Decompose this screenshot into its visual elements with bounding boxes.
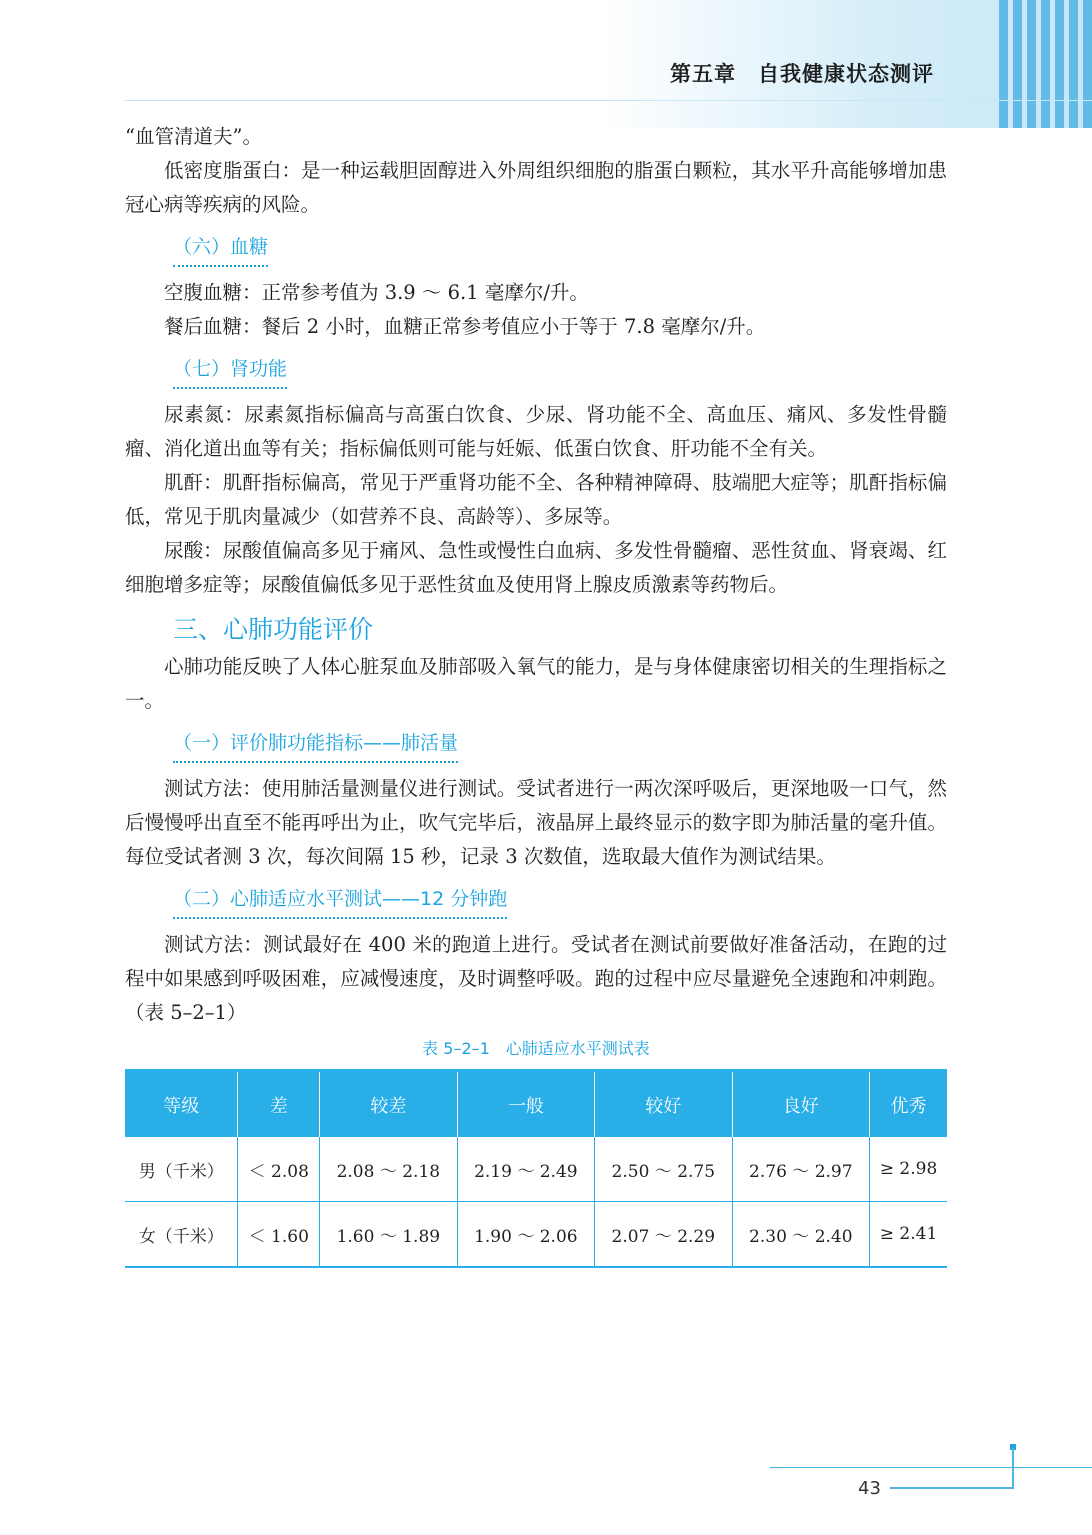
- section-title: 三、心肺功能评价: [173, 615, 374, 644]
- header-stripes: [994, 0, 1092, 128]
- subheading-blood-sugar: （六）血糖: [173, 232, 268, 267]
- paragraph: 肌酐：肌酐指标偏高，常见于严重肾功能不全、各种精神障碍、肢端肥大症等；肌酐指标偏低，常见于肌肉量减少（如营养不良、高龄等）、多尿等。: [125, 471, 947, 528]
- table-cell: 2.08 ～ 2.18: [320, 1137, 457, 1202]
- paragraph: 空腹血糖：正常参考值为 3.9 ～ 6.1 毫摩尔/升。: [164, 281, 589, 304]
- table-cell: ＜ 1.60: [238, 1202, 320, 1268]
- page-content: [125, 120, 947, 1268]
- table-header-cell: 较好: [595, 1071, 732, 1138]
- chapter-title: 第五章 自我健康状态测评: [670, 62, 934, 86]
- table-cell: 2.07 ～ 2.29: [595, 1202, 732, 1268]
- table-header-cell: 等级: [125, 1071, 238, 1138]
- table-cell: 2.50 ～ 2.75: [595, 1137, 732, 1202]
- header-rule: [125, 100, 1092, 101]
- paragraph: 低密度脂蛋白：是一种运载胆固醇进入外周组织细胞的脂蛋白颗粒，其水平升高能够增加患冠心病等疾病的风险。: [125, 159, 947, 216]
- fitness-table: [125, 1069, 947, 1268]
- paragraph: 心肺功能反映了人体心脏泵血及肺部吸入氧气的能力，是与身体健康密切相关的生理指标之一。: [125, 655, 947, 712]
- subheading-12-minute-run: （二）心肺适应水平测试——12 分钟跑: [173, 884, 507, 919]
- table-cell: 2.30 ～ 2.40: [732, 1202, 869, 1268]
- table-header-row: [125, 1071, 947, 1138]
- paragraph: 测试方法：测试最好在 400 米的跑道上进行。受试者在测试前要做好准备活动，在跑的过程中如果感到呼吸困难，应减慢速度，及时调整呼吸。跑的过程中应尽量避免全速跑和冲刺跑。（表 5–2–1）: [125, 933, 947, 1024]
- subheading-lung-capacity: （一）评价肺功能指标——肺活量: [173, 728, 458, 763]
- table-row: [125, 1202, 947, 1268]
- table-cell: 男（千米）: [125, 1137, 238, 1202]
- paragraph: 餐后血糖：餐后 2 小时，血糖正常参考值应小于等于 7.8 毫摩尔/升。: [164, 315, 766, 338]
- footer-ornament-line: [1012, 1448, 1014, 1488]
- footer-rule: [770, 1467, 1092, 1468]
- paragraph: “血管清道夫”。: [125, 125, 262, 148]
- paragraph: 测试方法：使用肺活量测量仪进行测试。受试者进行一两次深呼吸后，更深地吸一口气，然后慢慢呼出直至不能再呼出为止，吹气完毕后，液晶屏上最终显示的数字即为肺活量的毫升值。每位受试者测 3 次，每次间隔 15 秒，记录 3 次数值，选取最大值作为测试结果。: [125, 777, 947, 868]
- table-cell: ≥ 2.98: [870, 1137, 947, 1202]
- table-header-cell: 优秀: [870, 1071, 947, 1138]
- paragraph: 尿酸：尿酸值偏高多见于痛风、急性或慢性白血病、多发性骨髓瘤、恶性贫血、肾衰竭、红细胞增多症等；尿酸值偏低多见于恶性贫血及使用肾上腺皮质激素等药物后。: [125, 539, 947, 596]
- page-number: 43: [858, 1478, 881, 1499]
- paragraph: 尿素氮：尿素氮指标偏高与高蛋白饮食、少尿、肾功能不全、高血压、痛风、多发性骨髓瘤、消化道出血等有关；指标偏低则可能与妊娠、低蛋白饮食、肝功能不全有关。: [125, 403, 947, 460]
- table-cell: 2.76 ～ 2.97: [732, 1137, 869, 1202]
- footer-ornament-line: [890, 1487, 1014, 1489]
- table-cell: 1.90 ～ 2.06: [457, 1202, 594, 1268]
- table-row: [125, 1137, 947, 1202]
- table-caption: 表 5–2–1 心肺适应水平测试表: [422, 1039, 650, 1058]
- table-cell: 女（千米）: [125, 1202, 238, 1268]
- table-header-cell: 差: [238, 1071, 320, 1138]
- table-header-cell: 较差: [320, 1071, 457, 1138]
- table-cell: ＜ 2.08: [238, 1137, 320, 1202]
- table-header-cell: 良好: [732, 1071, 869, 1138]
- table-cell: 1.60 ～ 1.89: [320, 1202, 457, 1268]
- subheading-kidney-function: （七）肾功能: [173, 354, 287, 389]
- table-header-cell: 一般: [457, 1071, 594, 1138]
- table-cell: 2.19 ～ 2.49: [457, 1137, 594, 1202]
- table-cell: ≥ 2.41: [870, 1202, 947, 1268]
